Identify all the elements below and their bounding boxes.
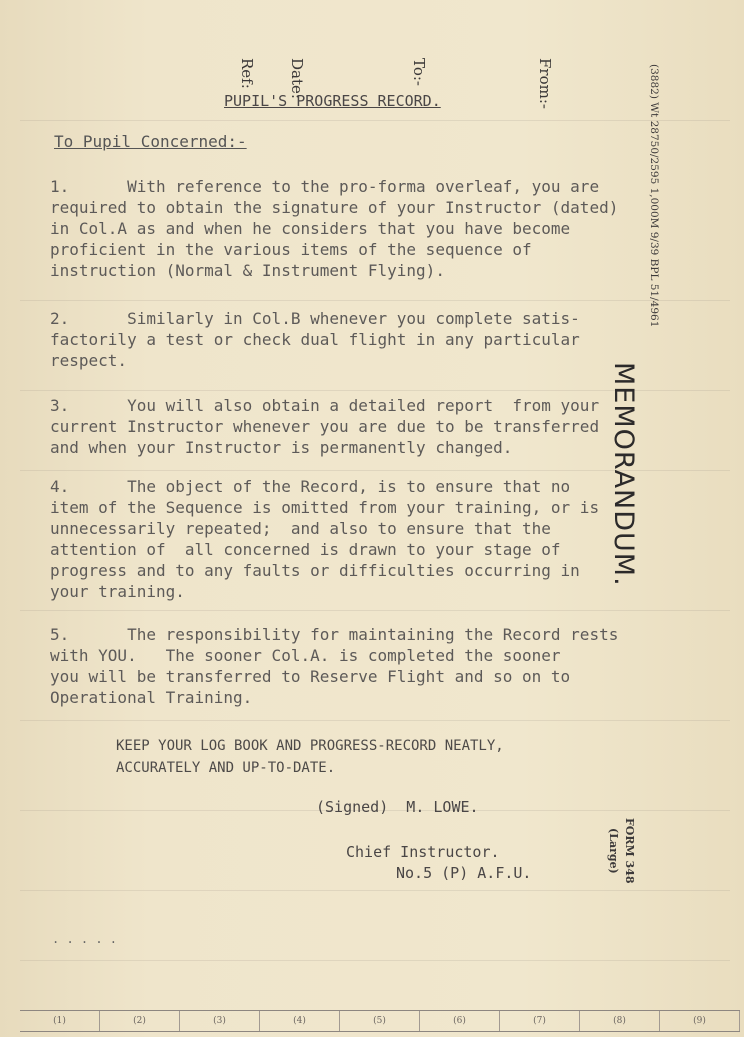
signer-role: Chief Instructor.: [346, 843, 500, 861]
column-ruler: [20, 1010, 740, 1032]
ruler-col-7: (7): [500, 1011, 580, 1031]
paragraph-3: 3. You will also obtain a detailed report from your current Instructor whenever you are due to be transferred and when your Instructor is permanently changed.: [50, 396, 600, 457]
ref-label: Ref:: [238, 58, 256, 89]
ruler-col-3: (3): [180, 1011, 260, 1031]
print-code: (3882) Wt 28750/2595 1,000M 9/39 BPL 51/4961: [648, 64, 660, 328]
signed-by: (Signed) M. LOWE.: [316, 798, 479, 816]
ruler-col-4: (4): [260, 1011, 340, 1031]
ruler-col-2: (2): [100, 1011, 180, 1031]
from-label: From:-: [536, 58, 554, 109]
record-title: PUPIL'S PROGRESS RECORD.: [224, 92, 441, 110]
paragraph-2: 2. Similarly in Col.B whenever you complete satis- factorily a test or check dual flight in any particular respect.: [50, 309, 580, 370]
to-label: To:-: [410, 58, 428, 86]
ruler-col-1: (1): [20, 1011, 100, 1031]
paragraph-4: 4. The object of the Record, is to ensure that no item of the Sequence is omitted from your training, or is unnecessarily repeated; and also to ensure that the attention of all concerned is drawn to your stage of progress and to any faults or difficulties occurring in your training.: [50, 477, 600, 601]
ruler-col-6: (6): [420, 1011, 500, 1031]
paragraph-1: 1. With reference to the pro-forma overleaf, you are required to obtain the signature of your Instructor (dated) in Col.A as and when he considers that you have become proficient in the various items of the sequence of instruction (Normal & Instrument Flying).: [50, 177, 619, 280]
dotted-mark: . . . . .: [52, 932, 118, 946]
form-number: FORM 348: [623, 818, 636, 884]
date-label: Date:: [288, 58, 306, 99]
neatness-note: KEEP YOUR LOG BOOK AND PROGRESS-RECORD NEATLY, ACCURATELY AND UP-TO-DATE.: [116, 738, 504, 776]
memorandum-heading: MEMORANDUM.: [608, 362, 639, 587]
greeting: To Pupil Concerned:-: [54, 132, 247, 151]
ruler-col-5: (5): [340, 1011, 420, 1031]
ruler-col-8: (8): [580, 1011, 660, 1031]
paragraph-5: 5. The responsibility for maintaining the Record rests with YOU. The sooner Col.A. is completed the sooner you will be transferred to Reserve Flight and so on to Operational Training.: [50, 625, 619, 707]
form-size: (Large): [607, 828, 620, 874]
ruler-col-9: (9): [660, 1011, 740, 1031]
signer-unit: No.5 (P) A.F.U.: [396, 864, 532, 882]
